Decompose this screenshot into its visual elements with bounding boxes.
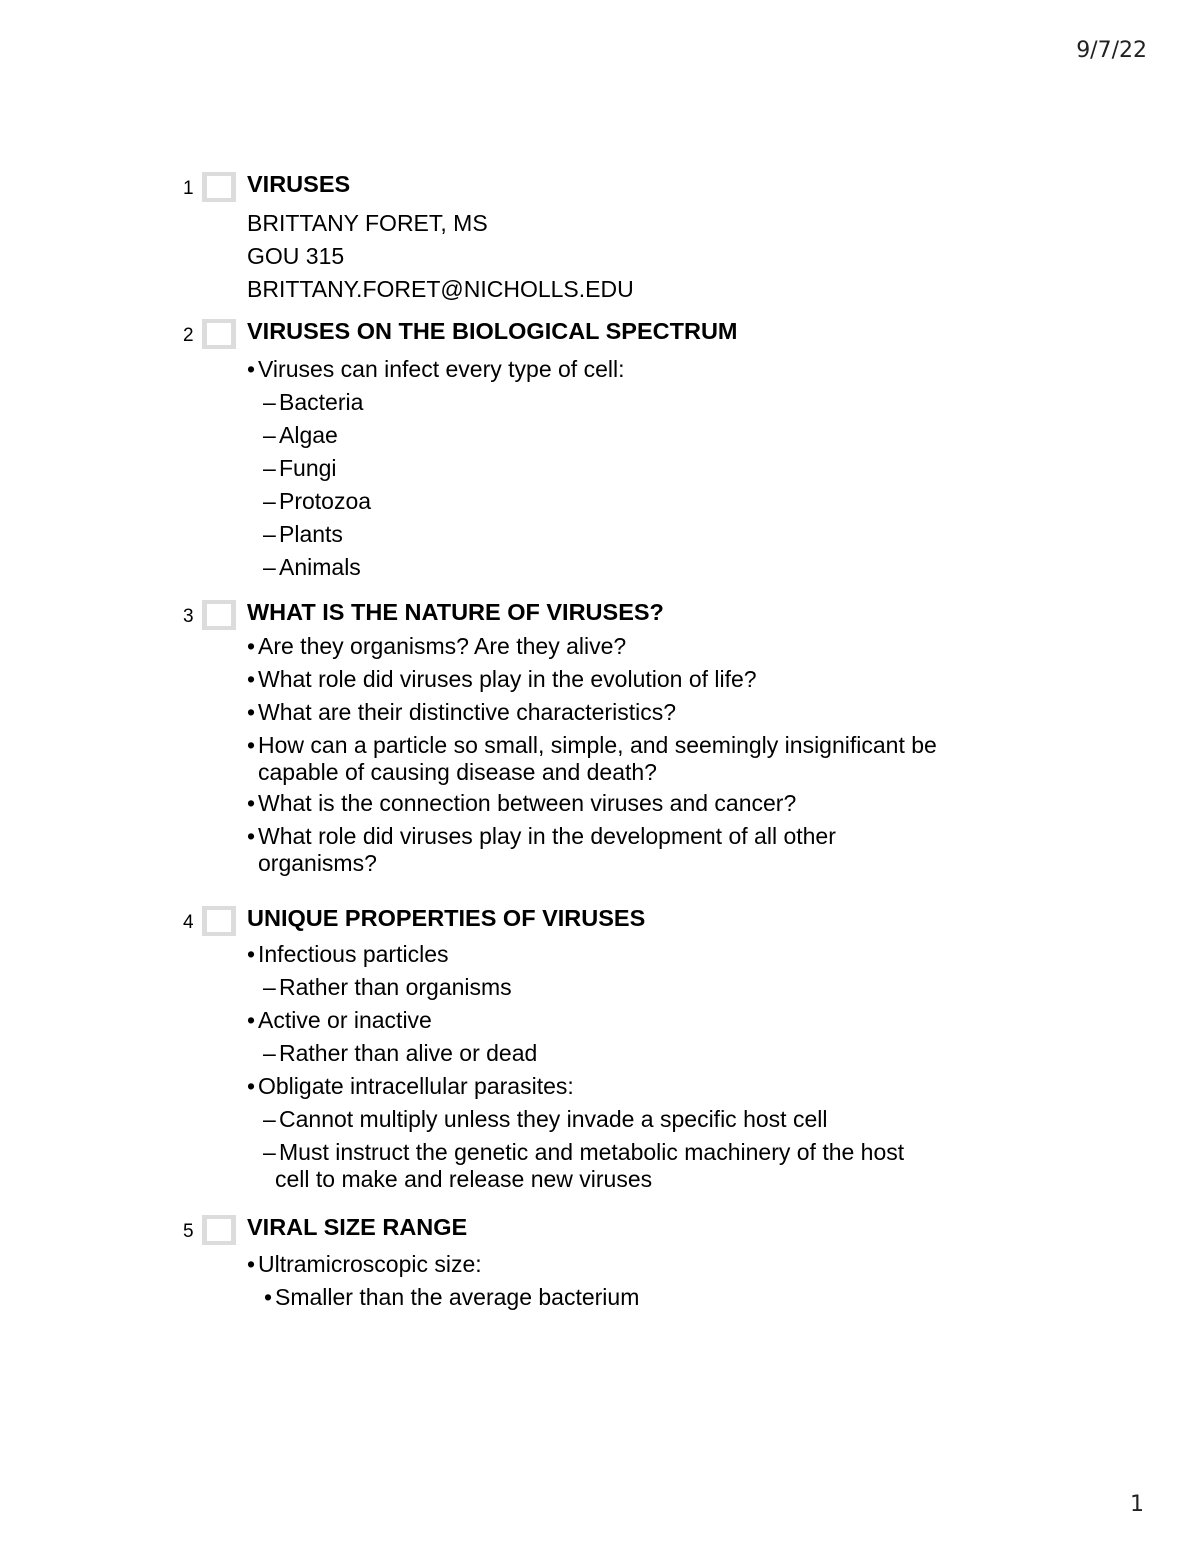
bullet-icon: • <box>247 1251 256 1277</box>
slide-body <box>247 630 937 878</box>
sub-item: – Fungi <box>247 452 624 485</box>
slide-title: VIRUSES ON THE BIOLOGICAL SPECTRUM <box>247 318 738 344</box>
bullet-icon: • <box>247 941 256 967</box>
bullet-item: • Active or inactive <box>247 1004 904 1037</box>
slide-title: VIRUSES <box>247 171 351 197</box>
dash-icon: – <box>263 488 276 514</box>
bullet-icon: • <box>247 823 256 849</box>
slide-body <box>247 938 904 1194</box>
dash-icon: – <box>263 521 276 547</box>
bullet-item: • What role did viruses play in the evolution of life? <box>247 663 937 696</box>
slide-number: 2 <box>183 325 194 346</box>
slide-body <box>247 353 624 584</box>
dash-icon: – <box>263 554 276 580</box>
bullet-icon: • <box>247 356 256 382</box>
slide-number: 4 <box>183 912 194 933</box>
slide-title: UNIQUE PROPERTIES OF VIRUSES <box>247 905 646 931</box>
bullet-item: • Obligate intracellular parasites: <box>247 1070 904 1103</box>
bullet-item: • What is the connection between viruses and cancer? <box>247 787 937 820</box>
bullet-item: • What are their distinctive characteristics? <box>247 696 937 729</box>
dash-icon: – <box>263 974 276 1000</box>
bullet-icon: • <box>247 633 256 659</box>
sub-item: – Must instruct the genetic and metabolic machinery of the host <box>247 1136 904 1169</box>
bullet-item: • Are they organisms? Are they alive? <box>247 630 937 663</box>
dash-icon: – <box>263 455 276 481</box>
author-name: BRITTANY FORET, MS <box>247 210 488 236</box>
slide-number: 5 <box>183 1221 194 1242</box>
slide-body <box>247 1248 639 1314</box>
dash-icon: – <box>263 1106 276 1132</box>
sub-item: – Bacteria <box>247 386 624 419</box>
bullet-icon: • <box>247 790 256 816</box>
slide-number: 3 <box>183 606 194 627</box>
bullet-icon: • <box>247 1007 256 1033</box>
sub-item: – Algae <box>247 419 624 452</box>
bullet-icon: • <box>247 1073 256 1099</box>
bullet-item: • Viruses can infect every type of cell: <box>247 353 624 386</box>
dash-icon: – <box>263 1040 276 1066</box>
sub-item: – Rather than alive or dead <box>247 1037 904 1070</box>
slide-title: WHAT IS THE NATURE OF VIRUSES? <box>247 599 664 625</box>
sub-item: – Protozoa <box>247 485 624 518</box>
bullet-icon: • <box>247 666 256 692</box>
sub-item-continuation: cell to make and release new viruses <box>275 1166 653 1192</box>
sub-item: – Plants <box>247 518 624 551</box>
dash-icon: – <box>263 389 276 415</box>
slide-thumbnail <box>202 319 236 349</box>
slide-body <box>247 207 634 306</box>
page-number: 1 <box>1130 1492 1144 1517</box>
bullet-icon: • <box>247 699 256 725</box>
bullet-item: • What role did viruses play in the development of all other <box>247 820 937 853</box>
bullet-item: • Ultramicroscopic size: <box>247 1248 639 1281</box>
slide-number: 1 <box>183 178 194 199</box>
slide-thumbnail <box>202 172 236 202</box>
slide-title: VIRAL SIZE RANGE <box>247 1214 468 1240</box>
dash-icon: – <box>263 422 276 448</box>
sub-item: – Cannot multiply unless they invade a specific host cell <box>247 1103 904 1136</box>
bullet-item: • Infectious particles <box>247 938 904 971</box>
author-email: BRITTANY.FORET@NICHOLLS.EDU <box>247 276 634 302</box>
sub-bullet-item: • Smaller than the average bacterium <box>247 1281 639 1314</box>
bullet-icon: • <box>247 732 256 758</box>
office-room: GOU 315 <box>247 243 345 269</box>
page-date: 9/7/22 <box>1076 38 1147 63</box>
bullet-item: • How can a particle so small, simple, and seemingly insignificant be <box>247 729 937 762</box>
slide-thumbnail <box>202 600 236 630</box>
sub-item: – Rather than organisms <box>247 971 904 1004</box>
bullet-continuation: capable of causing disease and death? <box>258 759 657 785</box>
bullet-continuation: organisms? <box>258 850 377 876</box>
dash-icon: – <box>263 1139 276 1165</box>
bullet-icon: • <box>264 1284 273 1310</box>
sub-item: – Animals <box>247 551 624 584</box>
slide-thumbnail <box>202 1215 236 1245</box>
slide-thumbnail <box>202 906 236 936</box>
